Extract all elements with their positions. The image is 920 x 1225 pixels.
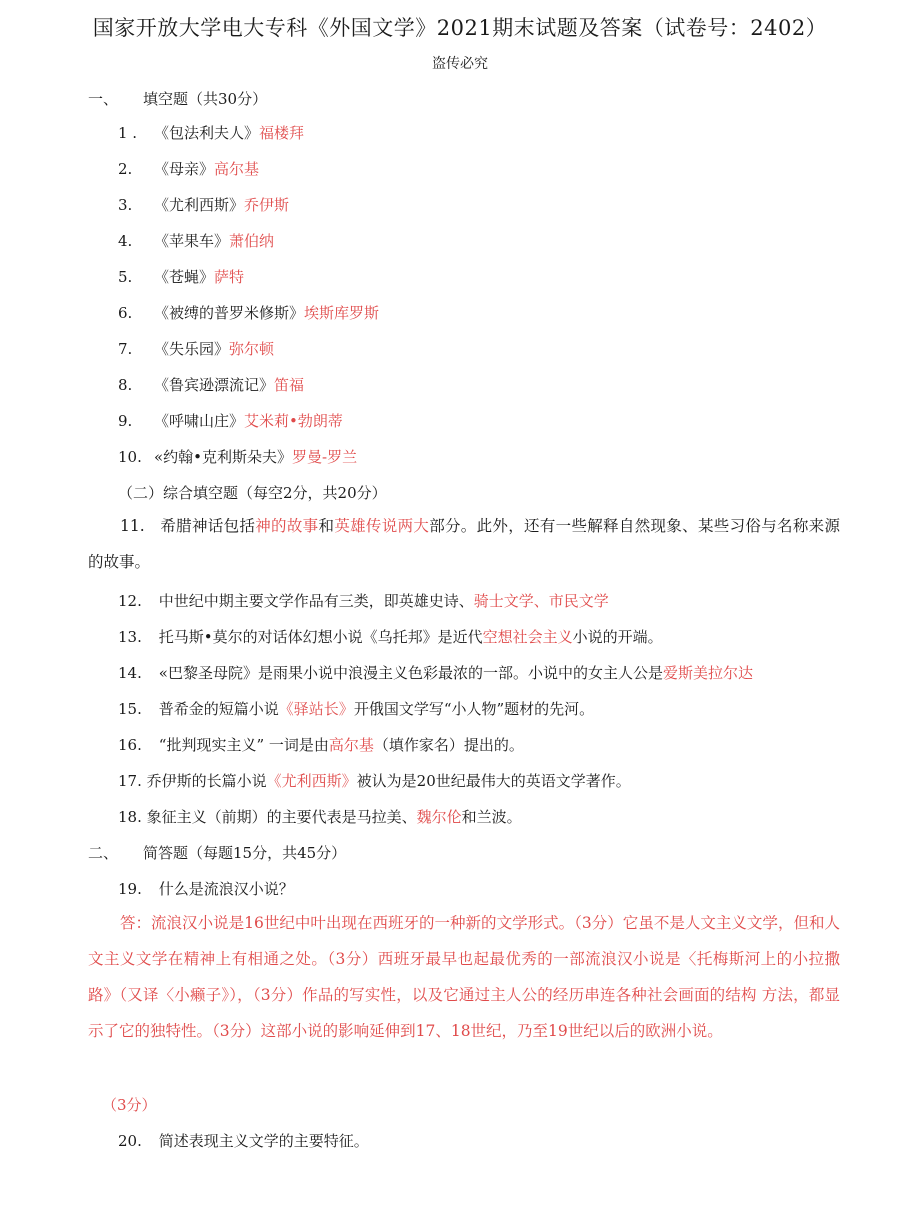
- question-14-number: 14.: [118, 664, 142, 682]
- fill-item-author: 笛福: [274, 376, 305, 394]
- fill-item-author: 乔伊斯: [244, 196, 290, 214]
- fill-item-number: 4.: [118, 232, 133, 250]
- fill-item: [118, 158, 259, 179]
- fill-item-work: 《被缚的普罗米修斯》: [154, 304, 305, 322]
- fill-item-number: 7.: [118, 340, 133, 358]
- question-15-answer: 《驿站长》: [278, 700, 354, 718]
- fill-item-number: 9.: [118, 412, 133, 430]
- fill-item-number: 2.: [118, 160, 133, 178]
- answer-19: 答：流浪汉小说是16世纪中叶出现在西班牙的一种新的文学形式。（3分）它虽不是人文主义文学，但和人文主义文学在精神上有相通之处。（3分）西班牙最早也起最优秀的一部流浪汉小说是〈托梅斯河上的小拉撒路》（又译〈小癞子》），（3分）作品的写实性，以及它通过主人公的经历串连各种社会画面的结构 方法，都显示了它的独特性。（3分）这部小说的影响延伸到17、18世纪，乃至19世纪以后的欧洲小说。: [88, 914, 840, 1040]
- question-14-answer: 爱斯美拉尔达: [662, 664, 753, 682]
- question-11-text-3: 部分。此外，还有一些解释自然现象、某些习俗与名称来源的故事。: [88, 517, 840, 571]
- question-13-answer: 空想社会主义: [482, 628, 573, 646]
- question-13-number: 13.: [118, 628, 142, 646]
- question-13: [118, 626, 663, 647]
- question-11-answer-2: 英雄传说: [334, 517, 398, 535]
- question-15-text-2: 开俄国文学写“小人物”题材的先河。: [353, 700, 595, 718]
- question-16-text: “批判现实主义” 一词是由: [158, 736, 329, 754]
- question-19-number: 19.: [118, 880, 142, 898]
- fill-item-work: 《失乐园》: [154, 340, 230, 358]
- question-17: [118, 770, 631, 791]
- fill-item-author: 艾米莉•勃朗蒂: [244, 412, 343, 430]
- fill-item: [118, 338, 274, 359]
- document-subtitle: 盗传必究: [432, 56, 488, 72]
- answer-19-score: （3分）: [102, 1096, 157, 1114]
- fill-item-number: 8.: [118, 376, 133, 394]
- question-20-text: 简述表现主义文学的主要特征。: [158, 1132, 369, 1150]
- question-12-number: 12.: [118, 592, 142, 610]
- fill-item-author: 罗曼-罗兰: [292, 448, 358, 466]
- fill-item: [118, 122, 304, 143]
- fill-item: [118, 230, 274, 251]
- question-11-text-1: 希腊神话包括: [160, 517, 256, 535]
- question-12-answer: 骑士文学、市民文学: [473, 592, 609, 610]
- question-13-text-2: 小说的开端。: [572, 628, 663, 646]
- fill-item: [118, 374, 304, 395]
- section-2-label: 简答题（每题15分，共45分）: [143, 844, 347, 862]
- question-16-answer: 高尔基: [328, 736, 374, 754]
- question-20: [118, 1130, 369, 1151]
- section-1-heading: [88, 88, 267, 109]
- question-12: [118, 590, 609, 611]
- fill-item-number: 6.: [118, 304, 133, 322]
- question-18-text: 象征主义（前期）的主要代表是马拉美、: [146, 808, 417, 826]
- fill-item-work: «约翰•克利斯朵夫》: [154, 448, 293, 466]
- fill-item: [118, 446, 357, 467]
- fill-item-work: 《苍蝇》: [154, 268, 215, 286]
- question-15-number: 15.: [118, 700, 142, 718]
- document-title: 国家开放大学电大专科《外国文学》2021期末试题及答案（试卷号：2402）: [92, 16, 828, 40]
- fill-item-number: 3.: [118, 196, 133, 214]
- question-18: [118, 806, 522, 827]
- question-18-answer: 魏尔伦: [416, 808, 462, 826]
- question-13-text: 托马斯•莫尔的对话体幻想小说《乌托邦》是近代: [158, 628, 483, 646]
- fill-item-author: 萨特: [214, 268, 245, 286]
- fill-item-number: 1 .: [118, 124, 138, 142]
- question-17-number: 17.: [118, 772, 142, 790]
- fill-item-author: 埃斯库罗斯: [304, 304, 380, 322]
- question-19: [118, 878, 294, 899]
- section-2-number: 二、: [88, 844, 119, 862]
- question-12-text: 中世纪中期主要文学作品有三类，即英雄史诗、: [158, 592, 474, 610]
- question-19-text: 什么是流浪汉小说？: [158, 880, 294, 898]
- fill-item: [118, 194, 289, 215]
- fill-item: [118, 302, 379, 323]
- fill-item-work: 《苹果车》: [154, 232, 230, 250]
- fill-item-work: 《鲁宾逊漂流记》: [154, 376, 275, 394]
- fill-item: [118, 266, 244, 287]
- question-14-text: «巴黎圣母院》是雨果小说中浪漫主义色彩最浓的一部。小说中的女主人公是: [158, 664, 663, 682]
- fill-item-author: 福楼拜: [259, 124, 305, 142]
- fill-item-number: 10.: [118, 448, 142, 466]
- question-15: [118, 698, 594, 719]
- question-15-text: 普希金的短篇小说: [158, 700, 279, 718]
- question-20-number: 20.: [118, 1132, 142, 1150]
- fill-item-author: 弥尔顿: [229, 340, 275, 358]
- question-17-text-2: 被认为是20世纪最伟大的英语文学著作。: [356, 772, 631, 790]
- question-11-text-2: 和: [318, 517, 335, 535]
- subsection-2-heading: （二）综合填空题（每空2分，共20分）: [118, 484, 387, 502]
- fill-item-author: 高尔基: [214, 160, 260, 178]
- fill-item: [118, 410, 343, 431]
- section-1-label: 填空题（共30分）: [143, 90, 268, 108]
- question-18-text-2: 和兰波。: [461, 808, 522, 826]
- question-16-text-2: （填作家名）提出的。: [373, 736, 524, 754]
- question-18-number: 18.: [118, 808, 142, 826]
- question-16: [118, 734, 524, 755]
- question-17-text: 乔伊斯的长篇小说: [146, 772, 267, 790]
- section-1-number: 一、: [88, 90, 119, 108]
- question-11-answer-3: 两大: [397, 517, 430, 535]
- section-2-heading: [88, 842, 346, 863]
- fill-item-work: 《尤利西斯》: [154, 196, 245, 214]
- fill-item-author: 萧伯纳: [229, 232, 275, 250]
- question-11-number: 11.: [120, 517, 145, 535]
- question-14: [118, 662, 753, 683]
- fill-item-work: 《呼啸山庄》: [154, 412, 245, 430]
- question-16-number: 16.: [118, 736, 142, 754]
- question-17-answer: 《尤利西斯》: [266, 772, 357, 790]
- question-11: [88, 508, 840, 580]
- question-11-answer-1: 神的故事: [255, 517, 319, 535]
- fill-item-work: 《包法利夫人》: [154, 124, 260, 142]
- fill-item-work: 《母亲》: [154, 160, 215, 178]
- fill-item-number: 5.: [118, 268, 133, 286]
